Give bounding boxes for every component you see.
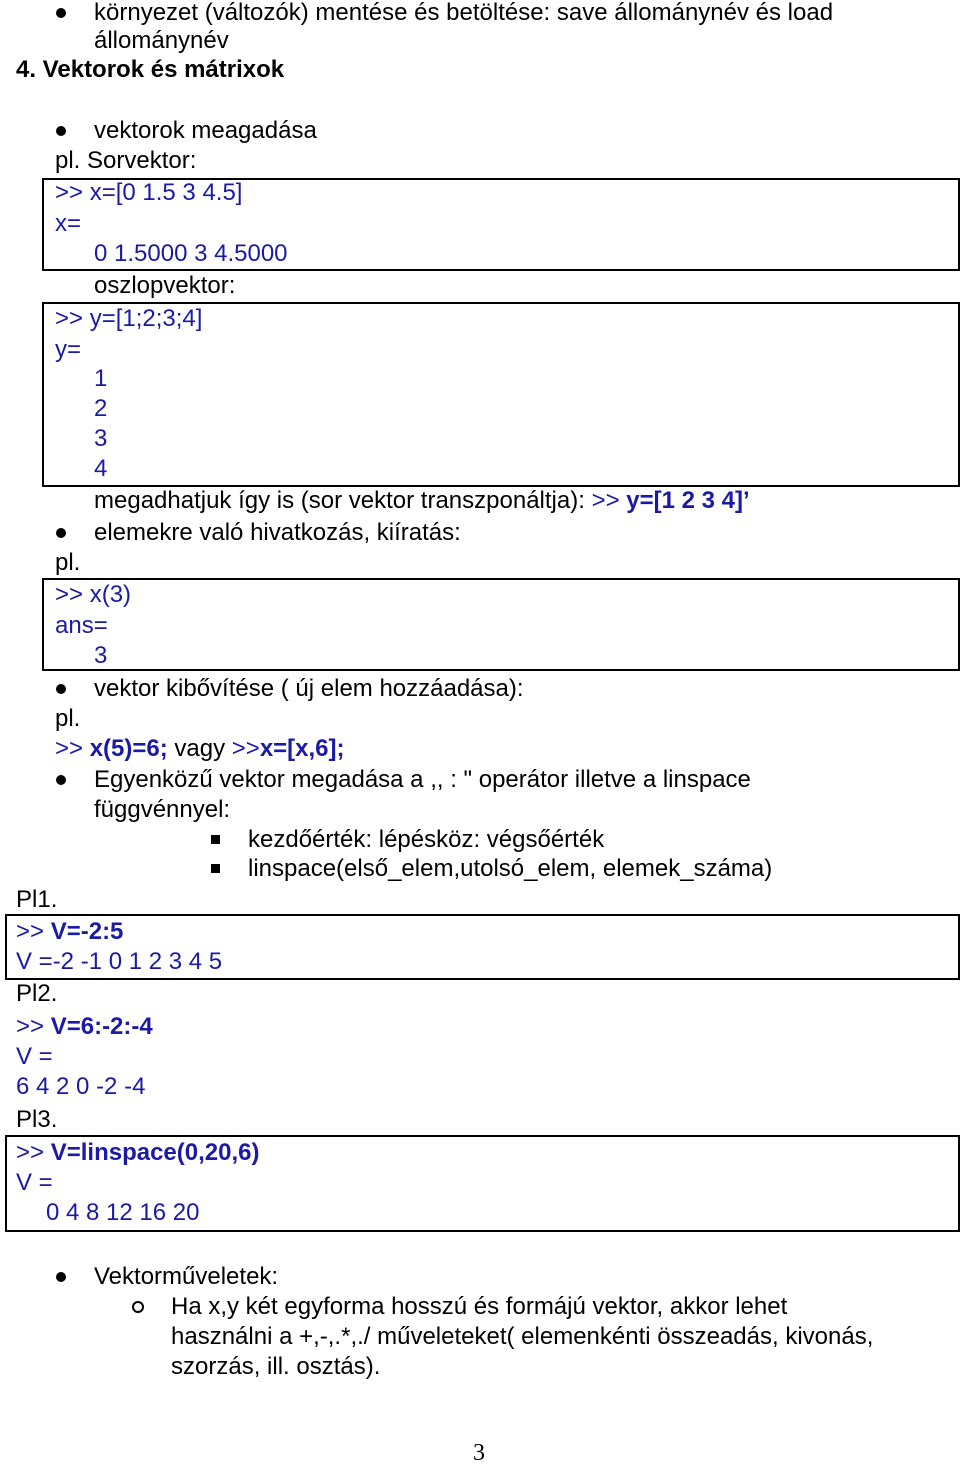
- env-save-text: környezet (változók) mentése és betöltése: save állománynév és load: [94, 0, 834, 26]
- bullet-icon: [56, 528, 66, 538]
- square-bullet-icon: [211, 835, 220, 844]
- example-3-command-line: [16, 1138, 259, 1168]
- example-2-output: 6 4 2 0 -2 -4: [16, 1073, 146, 1100]
- transpose-command: y=[1 2 3 4]’: [626, 487, 750, 514]
- range-sub-linspace: linspace(első_elem,utolsó_elem, elemek_száma): [248, 855, 773, 882]
- example-1-output: V =-2 -1 0 1 2 3 4 5: [16, 948, 223, 975]
- indexing-pl: pl.: [55, 549, 81, 576]
- indexing-bullet: elemekre való hivatkozás, kiíratás:: [94, 519, 461, 546]
- example-2-command-line: [16, 1012, 153, 1042]
- example-3-label: Pl3.: [16, 1106, 58, 1133]
- bullet-icon: [56, 1272, 66, 1282]
- row-vector-command: >> x=[0 1.5 3 4.5]: [55, 179, 243, 206]
- operations-bullet: Vektorműveletek:: [94, 1263, 279, 1290]
- column-vector-value: 1: [94, 365, 108, 392]
- row-vector-output-label: x=: [55, 210, 82, 237]
- example-3-prompt: >>: [16, 1139, 51, 1166]
- extend-pl: pl.: [55, 705, 81, 732]
- example-2-command: V=6:-2:-4: [50, 1013, 153, 1040]
- page-number: 3: [473, 1440, 485, 1466]
- column-vector-command: >> y=[1;2;3;4]: [55, 305, 203, 332]
- indexing-output-value: 3: [94, 642, 108, 669]
- transpose-text: megadhatjuk így is (sor vektor transzponáltja):: [94, 487, 592, 514]
- circle-bullet-icon: [132, 1301, 144, 1313]
- example-2-prompt: >>: [16, 1013, 51, 1040]
- row-vector-output-value: 0 1.5000 3 4.5000: [94, 240, 288, 267]
- range-bullet: Egyenközű vektor megadása a ,, : " operátor illetve a linspace: [94, 766, 751, 793]
- column-vector-value: 4: [94, 455, 108, 482]
- env-save-text-cont: állománynév: [94, 27, 229, 54]
- transpose-line: [94, 486, 750, 516]
- example-2-output-label: V =: [16, 1043, 53, 1070]
- extend-or: vagy: [167, 735, 232, 762]
- bullet-icon: [56, 684, 66, 694]
- square-bullet-icon: [211, 864, 220, 873]
- section-heading: 4. Vektorok és mátrixok: [16, 56, 285, 83]
- extend-bullet: vektor kibővítése ( új elem hozzáadása):: [94, 675, 524, 702]
- bullet-icon: [56, 8, 66, 18]
- example-3-command: V=linspace(0,20,6): [50, 1139, 260, 1166]
- extend-command-1: x(5)=6;: [89, 735, 168, 762]
- example-1-label: Pl1.: [16, 886, 58, 913]
- range-sub-colon: kezdőérték: lépésköz: végsőérték: [248, 826, 605, 853]
- extend-prompt: >>: [55, 735, 90, 762]
- example-1-command: V=-2:5: [50, 918, 124, 945]
- operations-sub-line1: Ha x,y két egyforma hosszú és formájú vektor, akkor lehet: [171, 1293, 788, 1320]
- bullet-icon: [56, 775, 66, 785]
- example-3-output-label: V =: [16, 1169, 53, 1196]
- indexing-output-label: ans=: [55, 612, 108, 639]
- example-2-label: Pl2.: [16, 980, 58, 1007]
- operations-sub-line2: használni a +,-,.*,./ műveleteket( elemenkénti összeadás, kivonás,: [171, 1323, 874, 1350]
- operations-sub-line3: szorzás, ill. osztás).: [171, 1353, 381, 1380]
- extend-prompt: >>: [231, 735, 260, 762]
- bullet-icon: [56, 126, 66, 136]
- column-vector-value: 3: [94, 425, 108, 452]
- example-3-output: 0 4 8 12 16 20: [46, 1199, 200, 1226]
- column-vector-value: 2: [94, 395, 108, 422]
- vectors-bullet: vektorok meagadása: [94, 117, 317, 144]
- indexing-command: >> x(3): [55, 581, 132, 608]
- transpose-prompt: >>: [591, 487, 627, 514]
- indexing-code-box: [42, 578, 960, 671]
- example-1-prompt: >>: [16, 918, 51, 945]
- column-vector-output-label: y=: [55, 336, 82, 363]
- example-1-command-line: [16, 917, 123, 947]
- column-vector-label: oszlopvektor:: [94, 272, 236, 299]
- row-vector-label: pl. Sorvektor:: [55, 147, 197, 174]
- extend-command-2: x=[x,6];: [259, 735, 345, 762]
- extend-commands: [55, 734, 345, 764]
- range-bullet-cont: függvénnyel:: [94, 796, 231, 823]
